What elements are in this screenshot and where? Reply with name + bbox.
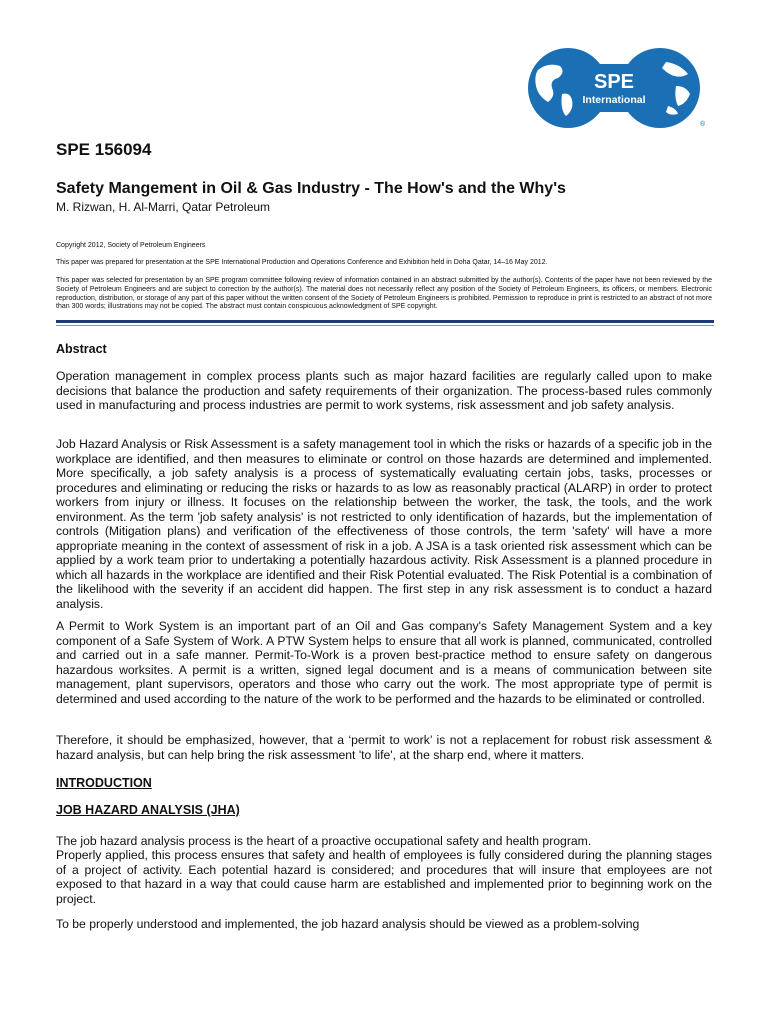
jha-heading: JOB HAZARD ANALYSIS (JHA) (56, 803, 240, 817)
svg-text:SPE: SPE (593, 71, 635, 93)
authors: M. Rizwan, H. Al-Marri, Qatar Petroleum (56, 200, 271, 214)
abstract-heading: Abstract (56, 342, 107, 356)
abstract-paragraph: Therefore, it should be emphasized, however, that a ‘permit to work’ is not a replacement for robust risk assessment & hazard analysis, but can help bring the risk assessment 'to life', at the sharp end, where it matters. (56, 733, 712, 762)
abstract-paragraph: A Permit to Work System is an important part of an Oil and Gas company's Safety Management System and a key component of a Safe System of Work. A PTW System helps to ensure that all work is planned, communicated, controlled and carried out in a safe manner. Permit-To-Work is a proven best-practice method to ensure safety on dangerous hazardous worksites. A permit is a written, signed legal document and is a means of communication between site management, plant supervisors, operators and those who carry out the work. The most appropriate type of permit is determined and used according to the nature of the work to be performed and the hazards to be eliminated or controlled. (56, 619, 712, 706)
jha-paragraph: Properly applied, this process ensures that safety and health of employees is fully considered during the planning stages of a project of activity. Each potential hazard is considered; and procedures that will insure that employees are not exposed to that hazard in a way that could cause harm are established and implemented prior to beginning work on the project. (56, 848, 712, 906)
copyright-line: Copyright 2012, Society of Petroleum Engineers (56, 242, 206, 249)
paper-title: Safety Mangement in Oil & Gas Industry - The How's and the Why's (56, 180, 566, 197)
introduction-heading: INTRODUCTION (56, 776, 152, 790)
svg-text:International: International (582, 94, 646, 106)
header-divider (56, 320, 714, 323)
header-divider-thin (56, 325, 714, 326)
presentation-note: This paper was prepared for presentation at the SPE International Production and Operations Conference and Exhibition held in Doha Qatar, 14–16 May 2012. (56, 259, 548, 266)
jha-paragraph: To be properly understood and implemented, the job hazard analysis should be viewed as a problem-solving (56, 917, 640, 931)
abstract-paragraph: Job Hazard Analysis or Risk Assessment is a safety management tool in which the risks or hazards of a specific job in the workplace are identified, and then measures to eliminate or control on those hazards are determined and implemented. More specifically, a job safety analysis is a process of systematically evaluating certain jobs, tasks, processes or procedures and eliminating or reducing the risks or hazards to as low as reasonably practical (ALARP) in order to protect workers from injury or illness. It focuses on the relationship between the worker, the task, the tools, and the work environment. As the term 'job safety analysis' is not restricted to only identification of hazards, but the implementation of controls (Mitigation plans) and verification of the effectiveness of those controls, the term 'safety' will have a more appropriate meaning in the context of assessment of risk in a job. A JSA is a task oriented risk assessment which can be applied by a work team prior to undertaking a potentially hazardous activity. Risk Assessment is a planned procedure in which all hazards in the workplace are identified and their Risk Potential evaluated. The Risk Potential is a combination of the likelihood with the severity if an accident did happen. The first step in any risk assessment is to conduct a hazard analysis. (56, 437, 712, 611)
svg-text:®: ® (700, 121, 706, 128)
jha-paragraph: The job hazard analysis process is the heart of a proactive occupational safety and health program. (56, 834, 592, 848)
spe-international-logo (516, 48, 712, 128)
paper-number: SPE 156094 (56, 140, 152, 159)
abstract-paragraph: Operation management in complex process plants such as major hazard facilities are regularly called upon to make decisions that balance the production and safety requirements of their organization. The process-based rules commonly used in manufacturing and process industries are permit to work systems, risk assessment and job safety analysis. (56, 369, 712, 412)
selection-note: This paper was selected for presentation by an SPE program committee following review of information contained in an abstract submitted by the author(s). Contents of the paper have not been reviewed by the Society of Petroleum Engineers and are subject to correction by the author(s). The material does not necessarily reflect any position of the Society of Petroleum Engineers, its officers, or members. Electronic reproduction, distribution, or storage of any part of this paper without the written consent of the Society of Petroleum Engineers is prohibited. Permission to reproduce in print is restricted to an abstract of not more than 300 words; illustrations may not be copied. The abstract must contain conspicuous acknowledgment of SPE copyright. (56, 277, 712, 311)
